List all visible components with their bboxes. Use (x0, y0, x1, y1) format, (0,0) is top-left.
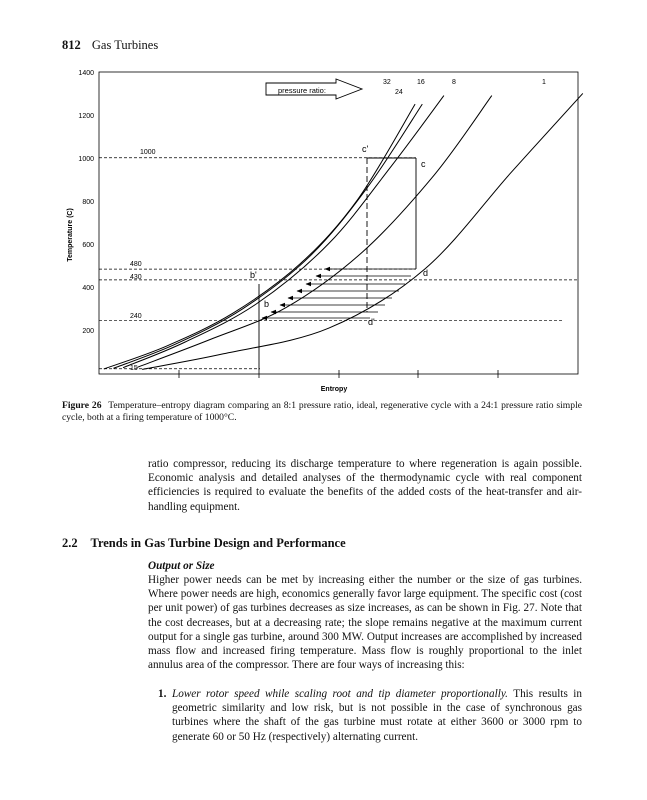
y-tick-label: 1200 (78, 113, 94, 120)
pressure-ratio-label: pressure ratio: (278, 86, 326, 95)
ref-label: 480 (130, 261, 142, 268)
body-paragraph-1: ratio compressor, reducing its discharge temperature to where regeneration is again possible. Economic analysis and detailed analyses of the thermodynamic cycle with real component efficiencies is required to evaluate the benefits of the added costs of the heat-transfer and air-handling equipment. (148, 458, 582, 513)
figure-caption (62, 400, 582, 424)
section-number: 2.2 (62, 536, 78, 550)
isobar-curves (104, 93, 583, 369)
ref-label: 240 (130, 313, 142, 320)
state-label-c-prime: c' (362, 144, 369, 154)
isobar-line-24 (113, 104, 422, 368)
state-label-b-prime: b' (250, 270, 257, 280)
y-tick-label: 800 (82, 199, 94, 206)
list-item (158, 687, 582, 744)
state-point-labels (250, 144, 428, 327)
x-axis-label: Entropy (320, 386, 348, 393)
body-paragraph-2: Higher power needs can be met by increasing either the number or the size of gas turbines. Where power needs are high, economics generally favor large equipment. The specific cost (cost per unit power) of gas turbines decreases as size increases, as can be shown in Fig. 27. Note that the cost decreases, but at a decreasing rate; the slope remains negative at the maximum current output for a single gas turbine, around 300 MW. Output increases are accomplished by increased mass flow and increased firing temperature. Mass flow is roughly proportional to the inlet annulus area of the compressor. There are four ways of increasing this: (148, 574, 582, 672)
y-tick-label: 600 (82, 242, 94, 249)
ref-label: 1000 (140, 149, 156, 156)
isobar-label: 8 (452, 79, 456, 86)
cycle-lines (259, 158, 416, 370)
plot-frame (99, 72, 578, 374)
y-axis (67, 70, 94, 335)
y-tick-label: 1000 (78, 156, 94, 163)
figure-label: Figure 26 (62, 400, 102, 411)
isobar-labels (383, 79, 546, 96)
reference-labels (130, 149, 156, 372)
section-heading (62, 536, 346, 551)
y-axis-label: Temperature (C) (67, 208, 74, 262)
list-item-title: Lower rotor speed while scaling root and tip diameter proportionally. (172, 688, 508, 700)
ref-label: 430 (130, 274, 142, 281)
list-item-text: This results in geometric similarity and low risk, but is not possible in the case of synchronous gas turbines where the shaft of the gas turbine must rotate at either 3600 or 3000 rpm to generate 60 or 50 Hz (respectively) alternating current. (172, 688, 582, 743)
figure-caption-text: Temperature–entropy diagram comparing an 8:1 pressure ratio, ideal, regenerative cycle with a 24:1 pressure ratio simple cycle, both at a firing temperature of 1000°C. (62, 400, 582, 423)
isobar-line-32 (104, 104, 415, 369)
list-number: 1. (158, 688, 167, 700)
state-label-b: b (264, 299, 270, 309)
isobar-line-16 (123, 96, 444, 368)
page-number: 812 (62, 38, 81, 52)
pressure-ratio-arrow (266, 79, 362, 99)
running-title: Gas Turbines (91, 38, 159, 52)
isobar-line-8 (137, 96, 492, 368)
y-tick-label: 400 (82, 285, 94, 292)
reference-lines (99, 158, 578, 369)
isobar-label: 1 (542, 79, 546, 86)
state-label-c: c (421, 159, 426, 169)
isobar-label: 24 (395, 89, 403, 96)
section-title: Trends in Gas Turbine Design and Performance (90, 536, 346, 550)
y-tick-label: 200 (82, 328, 94, 335)
y-tick-label: 1400 (78, 70, 94, 77)
state-label-d-prime: d' (368, 317, 375, 327)
state-label-d: d (423, 268, 429, 278)
x-axis (179, 370, 498, 393)
isobar-label: 16 (417, 79, 425, 86)
isobar-label: 32 (383, 79, 391, 86)
subheading: Output or Size (148, 560, 215, 572)
ref-label: 15 (130, 365, 138, 372)
